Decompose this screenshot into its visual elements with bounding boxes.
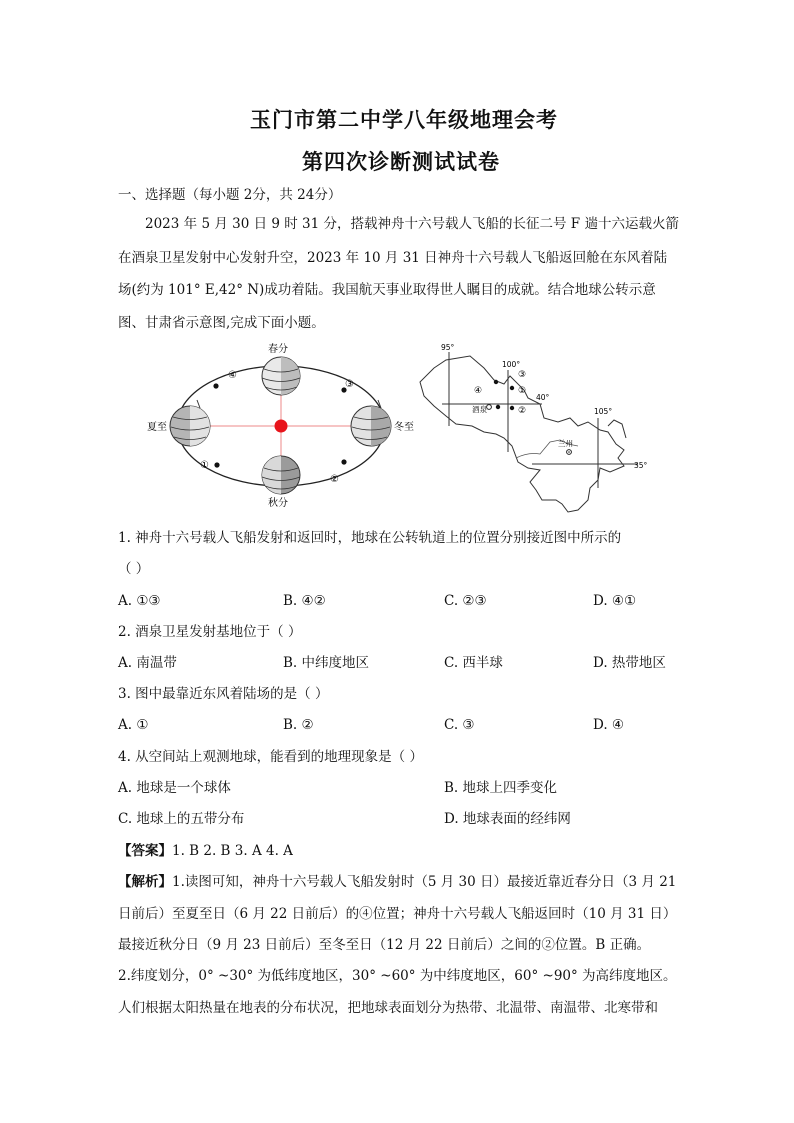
earth-summer-icon bbox=[170, 400, 210, 446]
analysis-line: 人们根据太阳热量在地表的分布状况，把地球表面划分为热带、北温带、南温带、北寒带和 bbox=[118, 1000, 658, 1016]
intro-line: 场(约为 101° E,42° N)成功着陆。我国航天事业取得世人瞩目的成就。结合地球公转示意 bbox=[118, 282, 656, 298]
earth-autumn-icon bbox=[262, 456, 300, 494]
option-c: C. ③ bbox=[444, 717, 475, 733]
option-b: B. ② bbox=[283, 717, 314, 733]
label-pos2: ② bbox=[330, 474, 339, 485]
label-lat35: 35° bbox=[634, 461, 648, 470]
label-lat40: 40° bbox=[536, 393, 550, 402]
gansu-map bbox=[412, 340, 658, 516]
earth-orbit-diagram bbox=[140, 338, 430, 510]
intro-line: 图、甘肃省示意图,完成下面小题。 bbox=[118, 315, 325, 331]
answer-label: 【答案】 bbox=[118, 843, 172, 859]
analysis-line: 最接近秋分日（9 月 23 日前后）至冬至日（12 月 22 日前后）之间的②位置。B 正确。 bbox=[118, 937, 651, 953]
analysis-line: 1.读图可知，神舟十六号载人飞船发射时（5 月 30 日）最接近靠近春分日（3 月 21 bbox=[172, 874, 677, 890]
label-pos3: ③ bbox=[345, 379, 354, 390]
label-autumn: 秋分 bbox=[268, 498, 288, 509]
question-stem: 2. 酒泉卫星发射基地位于（ ） bbox=[118, 624, 302, 640]
label-lon95: 95° bbox=[441, 343, 455, 352]
answer-text: 1. B 2. B 3. A 4. A bbox=[172, 843, 293, 859]
option-a: A. ①③ bbox=[118, 593, 161, 609]
option-d: D. 地球表面的经纬网 bbox=[444, 811, 571, 827]
label-summer: 夏至 bbox=[147, 422, 167, 433]
map-marker-1: ① bbox=[518, 386, 527, 396]
earth-winter-icon bbox=[351, 400, 391, 446]
earth-spring-icon bbox=[262, 357, 300, 395]
option-d: D. ④ bbox=[593, 717, 625, 733]
option-a: A. 地球是一个球体 bbox=[118, 780, 231, 796]
option-c: C. ②③ bbox=[444, 593, 487, 609]
option-d: D. ④① bbox=[593, 593, 637, 609]
option-b: B. ④② bbox=[283, 593, 326, 609]
label-spring: 春分 bbox=[268, 344, 288, 355]
label-lon100: 100° bbox=[502, 360, 521, 369]
question-stem: 4. 从空间站上观测地球，能看到的地理现象是（ ） bbox=[118, 749, 423, 765]
question-stem-cont: （ ） bbox=[118, 561, 150, 577]
map-marker-2: ② bbox=[518, 406, 527, 416]
sun-icon bbox=[275, 420, 288, 433]
label-lanzhou: 兰州 bbox=[558, 439, 573, 448]
option-c: C. 西半球 bbox=[444, 655, 503, 671]
option-b: B. 中纬度地区 bbox=[283, 655, 370, 671]
analysis-line: 2.纬度划分，0° ~30° 为低纬度地区，30° ~60° 为中纬度地区，60° ~90° 为高纬度地区。 bbox=[118, 968, 677, 984]
intro-line: 2023 年 5 月 30 日 9 时 31 分，搭载神舟十六号载人飞船的长征二号 F 遄十六运载火箭 bbox=[145, 216, 679, 232]
option-b: B. 地球上四季变化 bbox=[444, 780, 558, 796]
label-winter: 冬至 bbox=[394, 422, 414, 433]
page-subtitle: 第四次诊断测试试卷 bbox=[302, 150, 500, 174]
map-marker-3: ③ bbox=[518, 370, 527, 380]
label-pos1: ① bbox=[200, 460, 209, 471]
option-a: A. 南温带 bbox=[118, 655, 177, 671]
option-a: A. ① bbox=[118, 717, 149, 733]
option-c: C. 地球上的五带分布 bbox=[118, 811, 245, 827]
question-stem: 3. 图中最靠近东风着陆场的是（ ） bbox=[118, 686, 329, 702]
analysis-row bbox=[118, 868, 676, 897]
question-stem: 1. 神舟十六号载人飞船发射和返回时，地球在公转轨道上的位置分别接近图中所示的 bbox=[118, 530, 622, 546]
option-d: D. 热带地区 bbox=[593, 655, 666, 671]
label-jiuquan: 酒泉 bbox=[472, 405, 487, 414]
label-lon105: 105° bbox=[594, 407, 613, 416]
label-pos4: ④ bbox=[228, 370, 237, 381]
analysis-line: 日前后）至夏至日（6 月 22 日前后）的④位置；神舟十六号载人飞船返回时（10 月 31 日） bbox=[118, 906, 677, 922]
intro-line: 在酒泉卫星发射中心发射升空，2023 年 10 月 31 日神舟十六号载人飞船返回舱在东风着陆 bbox=[118, 250, 668, 266]
answer-row bbox=[118, 837, 293, 866]
analysis-label: 【解析】 bbox=[118, 874, 172, 890]
page-title: 玉门市第二中学八年级地理会考 bbox=[250, 108, 558, 132]
section-heading: 一、选择题（每小题 2分，共 24分） bbox=[118, 187, 342, 203]
map-marker-4: ④ bbox=[474, 386, 483, 396]
